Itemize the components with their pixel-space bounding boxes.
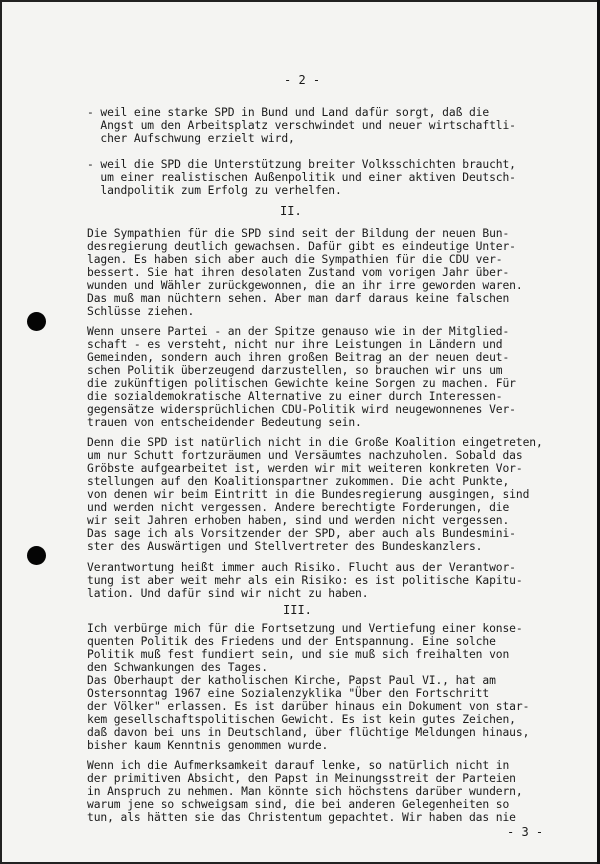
- text-line: schen Politik überzeugend darzustellen, so brauchen wir uns um: [87, 364, 503, 377]
- text-line: Denn die SPD ist natürlich nicht in die Große Koalition eingetreten,: [87, 436, 543, 449]
- text-line: wunden und Wähler zurückgewonnen, die an ihr irre geworden waren.: [87, 279, 523, 292]
- section-heading-ii: II.: [280, 204, 302, 218]
- text-line: Wenn ich die Aufmerksamkeit darauf lenke, so natürlich nicht in: [87, 759, 510, 772]
- text-line: gegensätze widersprüchlichen CDU-Politik wird neugewonnenes Ver-: [87, 403, 516, 416]
- text-line: stellungen auf den Koalitionspartner zukommen. Die acht Punkte,: [87, 475, 510, 488]
- text-line: ster des Auswärtigen und Stellvertreter des Bundeskanzlers.: [87, 540, 483, 553]
- page-number: - 2 -: [284, 73, 321, 87]
- text-line: Politik muß fest fundiert sein, und sie muß sich freihalten von: [87, 648, 510, 661]
- text-line: - weil eine starke SPD in Bund und Land dafür sorgt, daß die: [87, 106, 490, 119]
- text-line: Gröbste aufgearbeitet ist, werden wir mit weiteren konkreten Vor-: [87, 462, 523, 475]
- text-line: Schlüsse ziehen.: [87, 305, 195, 318]
- text-line: desregierung deutlich gewachsen. Dafür gibt es eindeutige Unter-: [87, 240, 516, 253]
- text-line: um nur Schutt fortzuräumen und Versäumtes nachzuholen. Sobald das: [87, 449, 523, 462]
- text-line: der primitiven Absicht, den Papst in Meinungsstreit der Parteien: [87, 772, 516, 785]
- text-line: schaft - es versteht, nicht nur ihre Leistungen in Ländern und: [87, 338, 503, 351]
- text-line: quenten Politik des Friedens und der Entspannung. Eine solche: [87, 635, 496, 648]
- text-line: Das muß man nüchtern sehen. Aber man darf daraus keine falschen: [87, 292, 510, 305]
- text-line: Ostersonntag 1967 eine Sozialenzyklika "Über den Fortschritt: [87, 687, 490, 700]
- text-line: von denen wir beim Eintritt in die Bundesregierung ausgingen, sind: [87, 488, 530, 501]
- text-line: der Völker" erlassen. Es ist darüber hinaus ein Dokument von star-: [87, 700, 530, 713]
- text-line: lagen. Es haben sich aber auch die Sympathien für die CDU ver-: [87, 253, 503, 266]
- text-line: Gemeinden, sondern auch ihren großen Beitrag an der neuen deut-: [87, 351, 510, 364]
- text-line: warum jene so schweigsam sind, die bei anderen Gelegenheiten so: [87, 798, 510, 811]
- text-line: tun, als hätten sie das Christentum gepachtet. Wir haben das nie: [87, 811, 516, 824]
- section-heading-iii: III.: [283, 603, 312, 617]
- text-line: bisher kaum Kenntnis genommen wurde.: [87, 739, 329, 752]
- text-line: Wenn unsere Partei - an der Spitze genauso wie in der Mitglied-: [87, 325, 510, 338]
- text-line: Das sage ich als Vorsitzender der SPD, aber auch als Bundesmini-: [87, 527, 516, 540]
- text-line: die zukünftigen politischen Gewichte keine Sorgen zu machen. Für: [87, 377, 516, 390]
- text-line: Verantwortung heißt immer auch Risiko. Flucht aus der Verantwor-: [87, 561, 516, 574]
- text-line: cher Aufschwung erzielt wird,: [87, 132, 295, 145]
- text-line: um einer realistischen Außenpolitik und einer aktiven Deutsch-: [87, 171, 516, 184]
- text-line: Ich verbürge mich für die Fortsetzung und Vertiefung einer konse-: [87, 622, 523, 635]
- punch-hole-top: [27, 312, 46, 331]
- text-line: bessert. Sie hat ihren desolaten Zustand vom vorigen Jahr über-: [87, 266, 510, 279]
- text-line: den Schwankungen des Tages.: [87, 661, 268, 674]
- text-line: Die Sympathien für die SPD sind seit der Bildung der neuen Bun-: [87, 227, 510, 240]
- text-line: Angst um den Arbeitsplatz verschwindet und neuer wirtschaftli-: [87, 119, 516, 132]
- text-line: - weil die SPD die Unterstützung breiter Volksschichten braucht,: [87, 158, 516, 171]
- text-line: tung ist aber weit mehr als ein Risiko: es ist politische Kapitu-: [87, 574, 523, 587]
- text-line: Das Oberhaupt der katholischen Kirche, Papst Paul VI., hat am: [87, 674, 496, 687]
- text-line: in Anspruch zu nehmen. Man könnte sich höchstens darüber wundern,: [87, 785, 523, 798]
- text-line: die sozialdemokratische Alternative zu einer durch Interessen-: [87, 390, 503, 403]
- text-line: daß davon bei uns in Deutschland, über flüchtige Meldungen hinaus,: [87, 726, 530, 739]
- text-line: lation. Und dafür sind wir nicht zu haben.: [87, 587, 369, 600]
- text-line: landpolitik zum Erfolg zu verhelfen.: [87, 184, 342, 197]
- text-line: kem gesellschaftspolitischen Gewicht. Es ist kein gutes Zeichen,: [87, 713, 516, 726]
- text-line: trauen von entscheidender Bedeutung sein.: [87, 416, 362, 429]
- text-line: wir seit Jahren erhoben haben, sind und werden nicht vergessen.: [87, 514, 510, 527]
- next-page-marker: - 3 -: [507, 825, 544, 839]
- text-line: und werden nicht vergessen. Andere berechtigte Forderungen, die: [87, 501, 510, 514]
- punch-hole-bottom: [27, 546, 46, 565]
